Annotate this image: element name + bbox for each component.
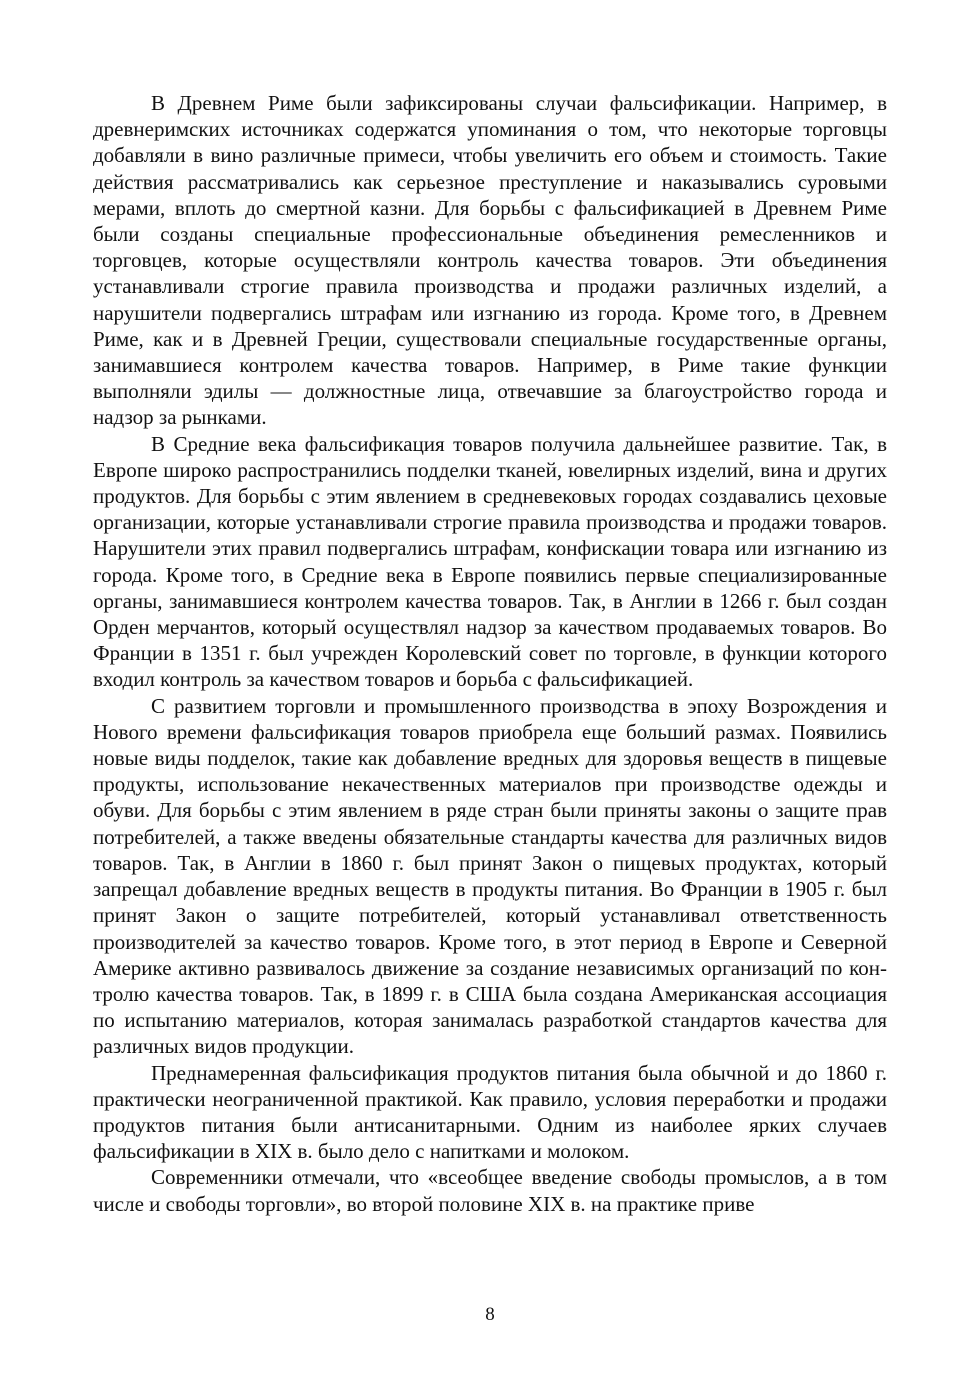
page-body bbox=[93, 90, 887, 1217]
paragraph-ancient-rome: В Древнем Риме были зафиксированы случаи фальсификации. Например, в древнеримских источниках содержатся упоминания о том, что некоторые торговцы добавляли в вино различные примеси, чтобы увеличить его объем и стоимость. Такие действия рассматривались как серьезное преступление и наказывались суровыми мерами, вплоть до смертной казни. Для борьбы с фальсификацией в Древнем Риме были созданы специальные профессиональные объединения ремесленников и торговцев, которые осуществляли контроль качества товаров. Эти объединения устанавливали строгие правила производства и продажи различных изделий, а нарушители подвергались штрафам или изгнанию из города. Кроме того, в Древнем Риме, как и в Древней Греции, существовали специальные государственные органы, занимавшиеся контролем качества товаров. Например, в Риме такие функции выполняли эдилы — должностные лица, отвечавшие за благоустройство города и надзор за рынками. bbox=[93, 91, 887, 430]
paragraph-renaissance-modern: С развитием торговли и промышленного производства в эпоху Возрождения и Нового времени фальсификация товаров приобрела еще больший размах. Появились новые виды подделок, такие как добавление вредных для здоровья веществ в пищевые продукты, использование некачественных материалов при производстве одежды и обуви. Для борьбы с этим явлением в ряде стран были приняты законы о защите прав потребителей, а также введены обязательные стандарты качества для различных видов товаров. Так, в Англии в 1860 г. был принят Закон о пищевых продуктах, который запрещал добавление вредных веществ в продукты питания. Во Франции в 1905 г. был принят Закон о защите потребителей, который устанавливал ответственность производителей за качество товаров. Кроме того, в этот период в Европе и Северной Америке активно развивалось движение за создание независимых организаций по контролю качества товаров. Так, в 1899 г. в США была создана Американская ассоциация по испытанию материалов, которая занималась разработкой стандартов качества для различных видов продукции. bbox=[93, 693, 887, 1059]
paragraph-middle-ages: В Средние века фальсификация товаров получила дальнейшее развитие. Так, в Европе широко распространились подделки тканей, ювелирных изделий, вина и других продуктов. Для борьбы с этим явлением в средневековых городах создавались цеховые организации, которые устанавливали строгие правила производства и продажи товаров. Нарушители этих правил подвергались штрафам, конфискации товара или изгнанию из города. Кроме того, в Средние века в Европе появились первые специализированные органы, занимавшиеся контролем качества товаров. Так, в Англии в 1266 г. был создан Орден мерчантов, который осуществлял надзор за качеством продаваемых товаров. Во Франции в 1351 г. был учрежден Королевский совет по торговле, в функции которого входил контроль за качеством товаров и борьба с фальсификацией. bbox=[93, 431, 887, 692]
paragraph-food-falsification: Преднамеренная фальсификация продуктов питания была обычной и до 1860 г. практически неограниченной практикой. Как правило, условия переработки и продажи продуктов питания были антисанитарными. Одним из наиболее ярких случаев фальсификации в XIX в. было дело с напитками и молоком. bbox=[93, 1060, 887, 1164]
paragraph-contemporaries: Современники отмечали, что «всеобщее введение свободы промыслов, а в том числе и свободы торговли», во второй половине XIX в. на практике приве bbox=[93, 1165, 887, 1216]
page-number: 8 bbox=[485, 1304, 495, 1325]
